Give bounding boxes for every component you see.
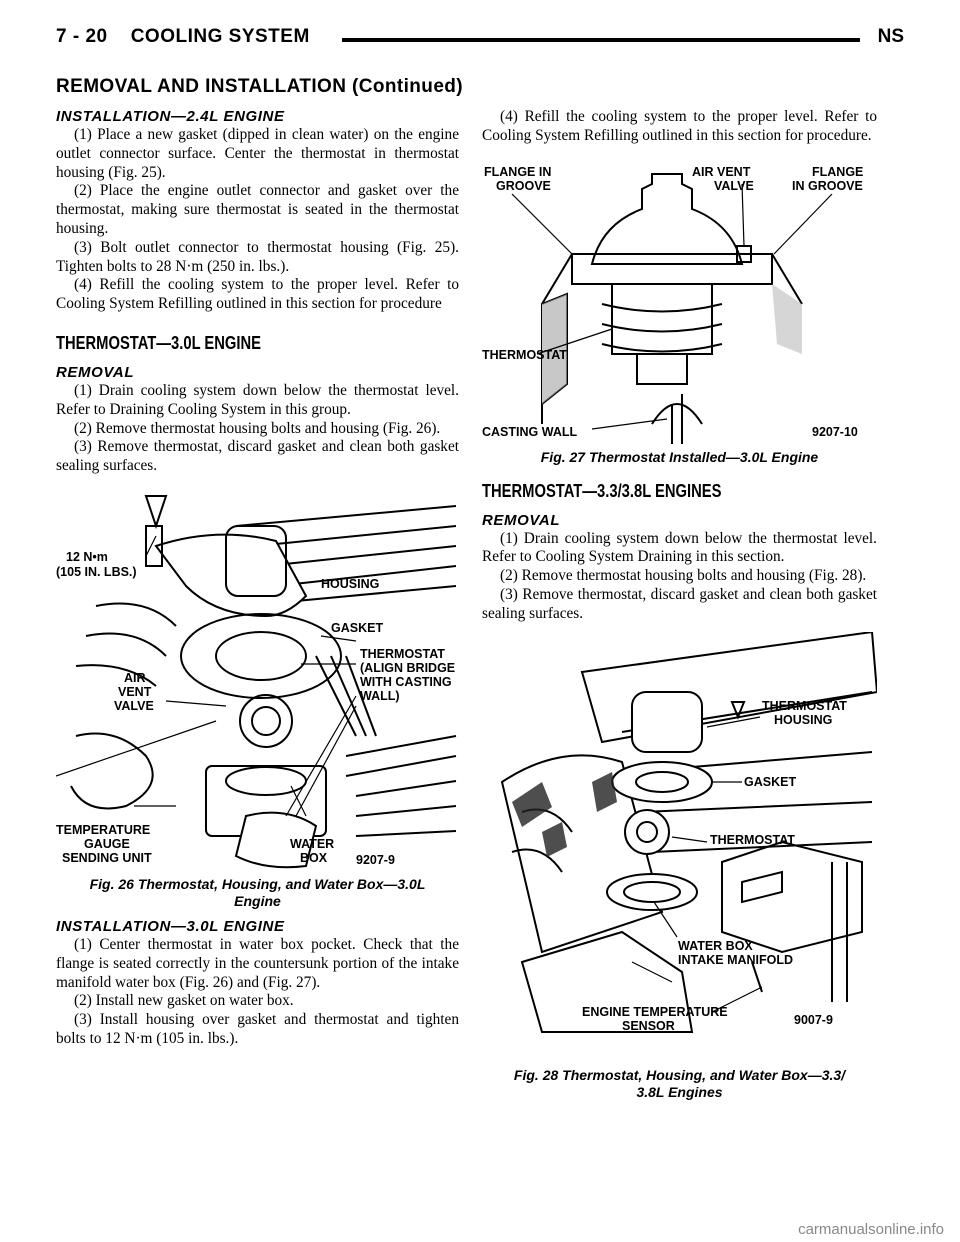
fig28-sensor-label: SENSOR (622, 1018, 675, 1033)
watermark: carmanualsonline.info (798, 1221, 944, 1238)
install-30-step-2: (2) Install new gasket on water box. (74, 992, 294, 1010)
fig26-thermostat-label-3: WITH CASTING (360, 674, 452, 689)
fig27-valve-label: VALVE (714, 178, 754, 193)
fig28-intake-manifold-label: INTAKE MANIFOLD (678, 952, 794, 967)
install-30-heading: INSTALLATION—3.0L ENGINE (56, 917, 285, 935)
install-24-heading: INSTALLATION—2.4L ENGINE (56, 108, 285, 125)
fig28-thermostat-label: THERMOSTAT (710, 832, 795, 847)
install-24-step-2: (2) Place the engine outlet connector and gasket over the thermostat, making sure thermostat is seated in the thermostat housing. (56, 182, 459, 237)
fig28-thermostat-housing-label: THERMOSTAT (762, 698, 847, 713)
figure-27-caption: Fig. 27 Thermostat Installed—3.0L Engine (540, 448, 819, 465)
figure-27 (482, 154, 877, 466)
fig27-casting-wall-label: CASTING WALL (482, 424, 578, 439)
removal-30-step-3: (3) Remove thermostat, discard gasket and clean both gasket sealing surfaces. (56, 438, 459, 475)
figure-26-illustration (56, 486, 459, 871)
fig28-code: 9007-9 (794, 1012, 833, 1027)
figure-28-caption-line-1: Fig. 28 Thermostat, Housing, and Water Box—3.3/ (513, 1066, 846, 1083)
fig26-housing-label: HOUSING (321, 576, 380, 591)
install-30-step-1: (1) Center thermostat in water box pocket. Check that the flange is seated correctly in the countersunk portion of the intake manifold water box (Fig. 26) and (Fig. 27). (56, 935, 459, 991)
removal-30-step-1: (1) Drain cooling system down below the thermostat level. Refer to Draining Cooling System in this group. (56, 381, 459, 418)
fig27-flange-label: FLANGE (812, 164, 864, 179)
fig28-gasket-label: GASKET (744, 774, 797, 789)
figure-28-caption (482, 1067, 877, 1101)
fig26-thermostat-label-2: (ALIGN BRIDGE (360, 660, 456, 675)
continued-title: REMOVAL AND INSTALLATION (Continued) (56, 76, 464, 97)
header-section-title: 7 - 20 COOLING SYSTEM (56, 26, 310, 47)
install-24-step-1: (1) Place a new gasket (dipped in clean water) on the engine outlet connector surface. Center the thermostat in thermostat housing (Fig. 25). (56, 126, 459, 181)
fig26-valve-label: VALVE (114, 698, 154, 713)
fig26-gauge-label: GAUGE (84, 836, 130, 851)
fig27-code: 9207-10 (812, 424, 858, 439)
removal-30-step-2: (2) Remove thermostat housing bolts and housing (Fig. 26). (74, 419, 441, 437)
fig27-in-groove-label: IN GROOVE (792, 178, 863, 193)
removal-30-heading: REMOVAL (56, 363, 135, 381)
figure-26 (56, 486, 459, 910)
thermostat-30-heading: THERMOSTAT—3.0L ENGINE (56, 332, 262, 353)
install-30-step-4: (4) Refill the cooling system to the proper level. Refer to Cooling System Refilling outlined in this section for procedure. (482, 108, 877, 144)
header-model-code: NS (877, 26, 904, 47)
figure-28-caption-line-2: 3.8L Engines (636, 1083, 723, 1100)
thermostat-33-heading: THERMOSTAT—3.3/3.8L ENGINES (482, 480, 722, 501)
removal-33-heading: REMOVAL (482, 511, 561, 529)
page-header (56, 22, 904, 62)
removal-33-step-1: (1) Drain cooling system down below the thermostat level. Refer to Cooling System Draining in this section. (482, 529, 877, 566)
fig26-sending-unit-label: SENDING UNIT (62, 850, 152, 865)
install-24-step-4: (4) Refill the cooling system to the proper level. Refer to Cooling System Refilling outlined in this section for procedure (56, 276, 459, 313)
fig27-thermostat-label: THERMOSTAT (482, 347, 567, 362)
figure-28-illustration (482, 632, 877, 1062)
fig28-water-box-label: WATER BOX (678, 938, 753, 953)
fig26-torque-inlbs-label: (105 IN. LBS.) (56, 564, 137, 579)
install-30-step-3: (3) Install housing over gasket and thermostat and tighten bolts to 12 N·m (105 in. lbs.). (56, 1011, 459, 1047)
fig26-torque-label: 12 N•m (66, 549, 108, 564)
figure-27-illustration (482, 154, 877, 444)
figure-28 (482, 632, 877, 1101)
removal-33-step-3: (3) Remove thermostat, discard gasket and clean both gasket sealing surfaces. (482, 585, 877, 622)
right-column (482, 108, 877, 1101)
fig26-thermostat-label: THERMOSTAT (360, 646, 445, 661)
fig27-groove-label: GROOVE (496, 178, 551, 193)
fig28-housing-label: HOUSING (774, 712, 833, 727)
fig26-box-label: BOX (300, 850, 328, 865)
fig26-vent-label: VENT (118, 684, 152, 699)
header-rule (342, 38, 860, 42)
fig27-flange-in-label: FLANGE IN (484, 164, 552, 179)
fig26-air-label: AIR (124, 670, 146, 685)
figure-26-caption (56, 876, 459, 910)
figure-26-caption-line-2: Engine (234, 892, 281, 909)
fig26-code: 9207-9 (356, 852, 395, 867)
fig27-air-vent-label: AIR VENT (692, 164, 751, 179)
removal-33-step-2: (2) Remove thermostat housing bolts and housing (Fig. 28). (500, 567, 867, 585)
fig28-engine-temperature-label: ENGINE TEMPERATURE (582, 1004, 728, 1019)
left-column (56, 108, 459, 1049)
fig26-water-label: WATER (290, 836, 335, 851)
install-24-step-3: (3) Bolt outlet connector to thermostat housing (Fig. 25). Tighten bolts to 28 N·m (250 in. lbs.). (56, 238, 459, 275)
fig26-thermostat-label-4: WALL) (360, 688, 400, 703)
figure-26-caption-line-1: Fig. 26 Thermostat, Housing, and Water Box—3.0L (89, 875, 426, 892)
fig26-gasket-label: GASKET (331, 620, 384, 635)
fig26-temperature-label: TEMPERATURE (56, 822, 151, 837)
